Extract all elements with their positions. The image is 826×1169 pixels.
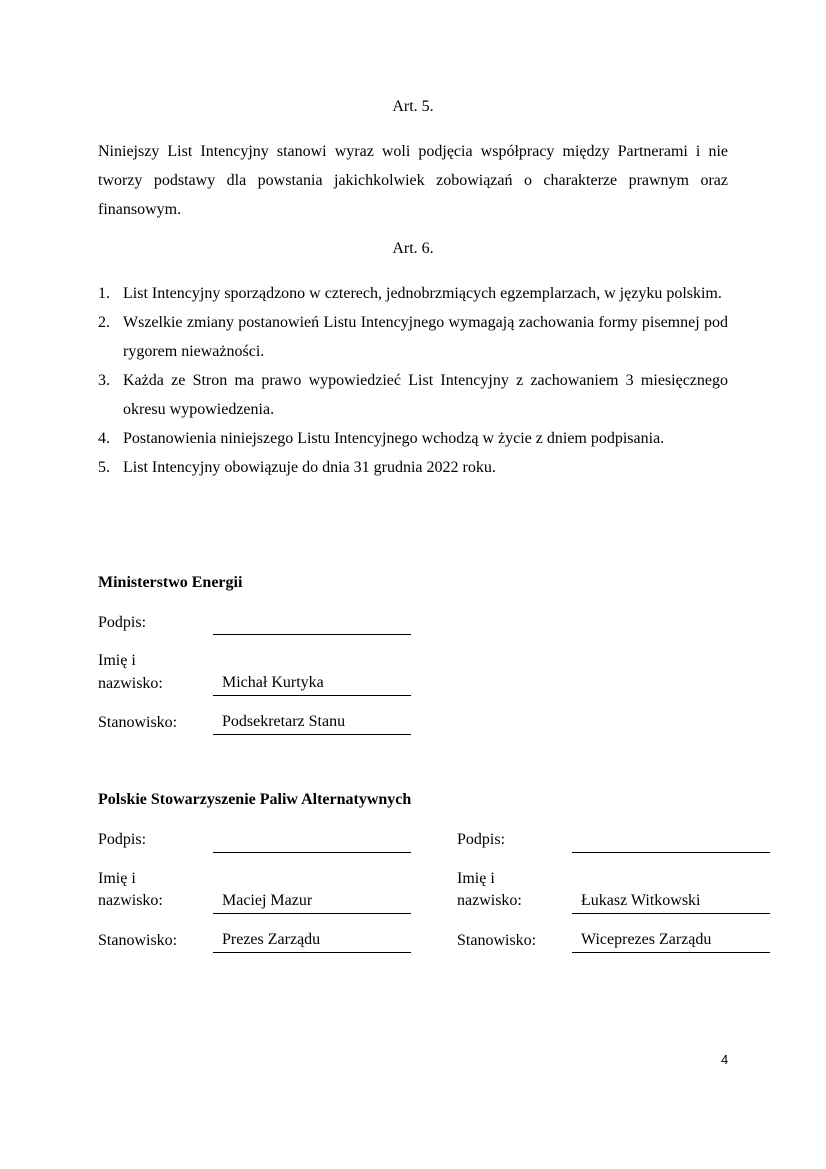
assoc-right-name-value: Łukasz Witkowski (581, 892, 701, 909)
assoc-right-name-label-2: nazwisko: (457, 892, 522, 909)
assoc-right-name-label-1: Imię i (457, 870, 495, 887)
list-item-text: List Intencyjny sporządzono w czterech, jednobrzmiących egzemplarzach, w języku polskim. (123, 285, 722, 302)
art6-heading: Art. 6. (392, 240, 434, 257)
list-item-text: Postanowienia niniejszego Listu Intencyjnego wchodzą w życie z dniem podpisania. (123, 430, 665, 447)
assoc-left-position-label: Stanowisko: (98, 932, 178, 949)
association-title: Polskie Stowarzyszenie Paliw Alternatywnych (98, 791, 412, 808)
ministry-signature-field (213, 610, 411, 635)
assoc-right-signature-field (572, 828, 770, 853)
ministry-name-label-2: nazwisko: (98, 675, 163, 692)
list-item-number: 3. (98, 372, 110, 389)
list-item-number: 5. (98, 459, 110, 476)
list-item (98, 424, 728, 453)
list-item-text: Wszelkie zmiany postanowień Listu Intencyjnego wymagają zachowania formy pisemnej pod rygorem nieważności. (123, 314, 728, 360)
ministry-name-field (213, 671, 411, 696)
assoc-left-signature-label: Podpis: (98, 831, 147, 848)
assoc-left-name-field (213, 889, 411, 914)
assoc-left-name-label-2: nazwisko: (98, 892, 163, 909)
list-item-number: 2. (98, 314, 110, 331)
assoc-left-position-field (213, 928, 411, 953)
assoc-right-position-label: Stanowisko: (457, 932, 537, 949)
ministry-position-value: Podsekretarz Stanu (222, 713, 346, 730)
assoc-left-signature-field (213, 828, 411, 853)
assoc-right-signature-label: Podpis: (457, 831, 506, 848)
list-item (98, 453, 728, 482)
page-number: 4 (721, 1052, 729, 1067)
list-item (98, 366, 728, 424)
assoc-right-position-value: Wiceprezes Zarządu (581, 931, 712, 948)
list-item-text: Każda ze Stron ma prawo wypowiedzieć List Intencyjny z zachowaniem 3 miesięcznego okresu wypowiedzenia. (123, 372, 728, 418)
assoc-left-name-label-1: Imię i (98, 870, 136, 887)
art5-paragraph: Niniejszy List Intencyjny stanowi wyraz woli podjęcia współpracy między Partnerami i nie tworzy podstawy dla powstania jakichkolwiek zobowiązań o charakterze prawnym oraz finansowym. (98, 143, 728, 218)
assoc-left-position-value: Prezes Zarządu (222, 931, 321, 948)
list-item (98, 279, 728, 308)
list-item-number: 1. (98, 285, 110, 302)
ministry-position-field (213, 710, 411, 735)
ministry-position-label: Stanowisko: (98, 714, 178, 731)
ministry-title: Ministerstwo Energii (98, 574, 243, 591)
ministry-name-value: Michał Kurtyka (222, 674, 324, 691)
list-item-number: 4. (98, 430, 110, 447)
art5-heading: Art. 5. (392, 98, 434, 115)
assoc-right-name-field (572, 889, 770, 914)
assoc-left-name-value: Maciej Mazur (222, 892, 313, 909)
ministry-name-label-1: Imię i (98, 652, 136, 669)
art6-list (98, 279, 728, 482)
assoc-right-position-field (572, 928, 770, 953)
list-item-text: List Intencyjny obowiązuje do dnia 31 grudnia 2022 roku. (123, 459, 496, 476)
list-item (98, 308, 728, 366)
ministry-signature-label: Podpis: (98, 614, 147, 631)
